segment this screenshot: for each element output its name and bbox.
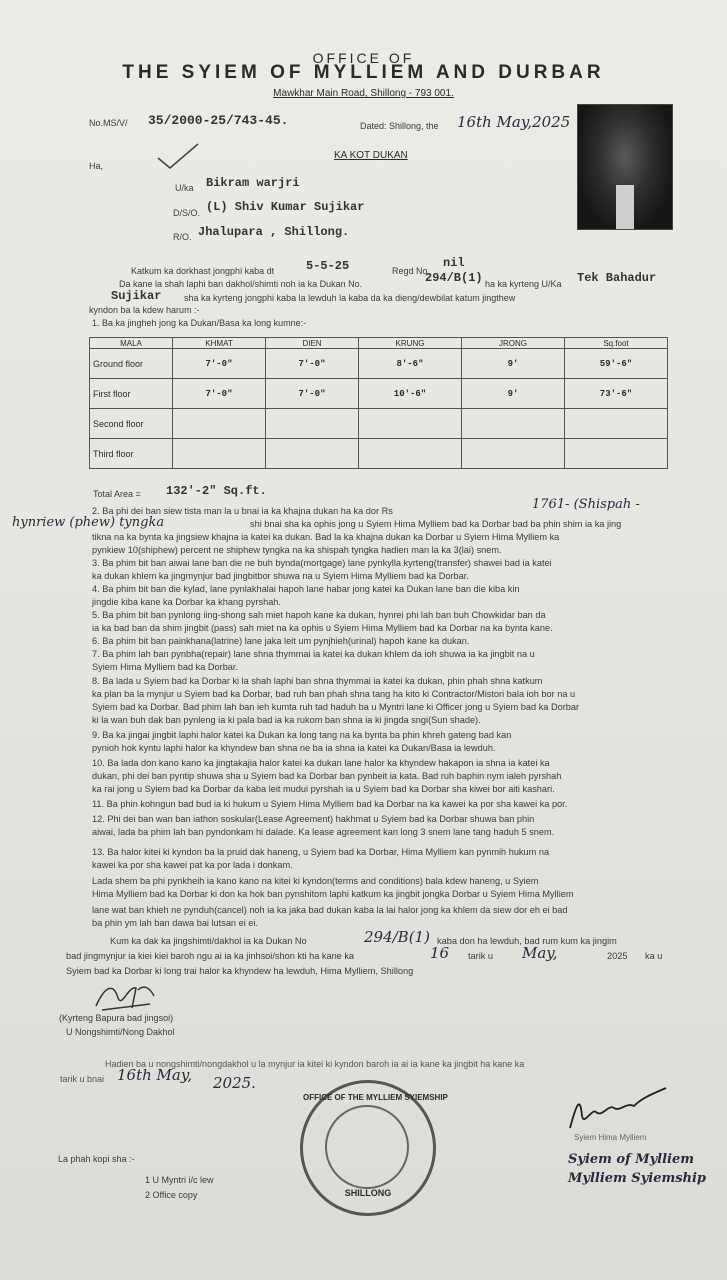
clause-line: Syiem Hima Mylliem bad ka Dorbar.	[92, 662, 239, 672]
clause-line: Hima Mylliem bad ka Dorbar ki don ka hok ban pynshitom laphi katkum ka jingbit jongka Dorbar u Syiem Hima Mylliem	[92, 889, 574, 899]
closing-dukan-no: 294/B(1)	[364, 928, 430, 946]
khmat-cell	[173, 409, 266, 439]
ha-label: Ha,	[89, 161, 104, 171]
krung-cell: 8'-6"	[359, 349, 462, 379]
krung-cell	[359, 439, 462, 469]
dated-label: Dated: Shillong, the	[360, 121, 439, 131]
document-title: THE SYIEM OF MYLLIEM AND DURBAR	[122, 62, 605, 83]
dated-value: 16th May,2025	[457, 113, 571, 131]
ref-no-value: 35/2000-25/743-45.	[148, 113, 289, 128]
table-row	[90, 379, 668, 409]
owner-surname: Sujikar	[111, 289, 162, 303]
jrong-cell	[462, 409, 565, 439]
tenant-sig-line2: U Nongshimti/Nong Dakhol	[66, 1027, 175, 1037]
floor-label: First floor	[90, 379, 173, 409]
clause-line: lane wat ban khieh ne pynduh(cancel) noh ia ka jaka bad dukan kaba la lai halor jong ka khlem da siew dor eh ei bad	[92, 905, 568, 915]
clause-line: Syiem bad ka Dorbar. Bad phim lah ban ieh kumta ruh tad haduh ba u Myntri lane ki Officer jong u Syiem bad ka Dorbar	[92, 702, 580, 712]
closing-line1: Kum ka dak ka jingshimti/dakhol ia ka Dukan No	[110, 936, 307, 946]
clause-line: ka dukan khlem ka jingmynjur bad jingbitbor shuwa na u Syiem Hima Mylliem bad ka Dorbar.	[92, 571, 469, 581]
witness-line1: Hadien ba u nongshimti/nongdakhol u la mynjur ia kitei ki kyndon baroh ia ai ia kane ka jingbit ha kane ka	[105, 1059, 525, 1069]
dien-cell: 7'-0"	[266, 379, 359, 409]
office-heading: OFFICE OF	[312, 50, 415, 66]
clause-line: pynioh hok kyntu laphi halor ka khyndew ban shna ne ba ia shna ia katei ka Dukan/Basa ia lewduh.	[92, 743, 496, 753]
clause-line: 11. Ba phin kohngun bad bud ia ki hukum u Syiem Hima Mylliem bad ka Dorbar na ka kawei ka por sha kawei ka por.	[92, 799, 568, 809]
floor-label: Ground floor	[90, 349, 173, 379]
signature-small-title: Syiem Hima Mylliem	[574, 1133, 647, 1142]
intro-line1: Katkum ka dorkhast jongphi kaba dt	[131, 266, 275, 276]
syiem-signature	[562, 1086, 672, 1132]
table-row	[90, 409, 668, 439]
clause-1: 1. Ba ka jingheh jong ka Dukan/Basa ka long kumne:-	[92, 318, 307, 328]
intro-line2: Da kane la shah laphi ban dakhol/shimti noh ia ka Dukan No.	[119, 279, 363, 289]
clause-line: Lada shem ba phi pynkheih ia kano kano na kitei ki kyndon(terms and conditions) bala kdew haneng, u Syiem	[92, 876, 539, 886]
krung-cell	[359, 409, 462, 439]
sqft-cell	[565, 439, 668, 469]
col-header-krung: KRUNG	[359, 338, 462, 349]
clause-line: ka plan ba la mynjur u Syiem bad ka Dorbar, bad ruh ban phah shna tang ha kito ki Contractor/Mistori bala ioh bor na u	[92, 689, 576, 699]
clause-line: pynkiew 10(shiphew) percent ne shiphew tyngka na ka shispah tyngka hadien man la ka 3(lai) snem.	[92, 545, 502, 555]
application-date: 5-5-25	[306, 259, 350, 273]
total-area-label: Total Area =	[93, 489, 141, 499]
copy-to-label: La phah kopi sha :-	[58, 1154, 135, 1164]
col-header-sqft: Sq.foot	[565, 338, 668, 349]
applicant-photo	[577, 104, 673, 230]
witness-date: 16th May,	[117, 1066, 193, 1084]
table-row	[90, 439, 668, 469]
witness-line2: tarik u bnai	[60, 1074, 105, 1084]
closing-line3: Syiem bad ka Dorbar ki long trai halor ka khyndew ha lewduh, Hima Mylliem, Shillong	[66, 966, 414, 976]
clause-line: jingdie kiba kane ka Dorbar ka khang pyrshah.	[92, 597, 281, 607]
clause-line: ia ka bad ban da shim jingbit (pass) sah miet na ka ophis u Syiem Hima Mylliem bad ka Dorbar na ka bynta kane.	[92, 623, 553, 633]
sqft-cell: 59'-6"	[565, 349, 668, 379]
clause-line: aiwai, lada ba phim lah ban pyndonkam hi dalade. Ka lease agreement kan long 3 snem lane tang haduh 5 snem.	[92, 827, 555, 837]
clause-line: 10. Ba lada don kano kano ka jingtakajia halor katei ka dukan lane halor ka khyndew hakapon ia shna ia katei ka	[92, 758, 550, 768]
clause-line: 5. Ba phim bit ban pynlong iing-shong sah miet hapoh kane ka dukan, hynrei phi lah ban buh Chowkidar ban da	[92, 610, 546, 620]
khmat-cell: 7'-0"	[173, 349, 266, 379]
clause-line: 6. Ba phim bit ban painkhana(latrine) lane jaka leit um pynjhieh(urinal) hapoh kane ka dukan.	[92, 636, 470, 646]
copy-item: 1 U Myntri i/c lew	[145, 1175, 214, 1185]
office-address: Mawkhar Main Road, Shillong - 793 001.	[273, 88, 454, 99]
dien-cell	[266, 409, 359, 439]
tick-mark-icon	[156, 142, 200, 170]
clause-line: shi bnai sha ka ophis jong u Syiem Hima Mylliem bad ka Dorbar bad ba phin shim ia ka jing	[250, 519, 622, 529]
clause-line: tikna na ka bynta ka jingsiew khajna ia katei ka dukan. Bad la ka khajna dukan ka Dorbar u Syiem Hima Mylliem ka	[92, 532, 560, 542]
u-value: Bikram warjri	[206, 176, 300, 190]
floor-label: Third floor	[90, 439, 173, 469]
dimensions-table	[89, 337, 668, 469]
clause-line: 13. Ba halor kitei ki kyndon ba la pruid dak haneng, u Syiem bad ka Dorbar, Hima Mylliem kan pynmih hukum na	[92, 847, 550, 857]
table-row	[90, 349, 668, 379]
jrong-cell: 9'	[462, 379, 565, 409]
total-area-value: 132'-2" Sq.ft.	[166, 484, 267, 498]
col-header-dien: DIEN	[266, 338, 359, 349]
dso-value: (L) Shiv Kumar Sujikar	[206, 200, 365, 214]
khmat-cell	[173, 439, 266, 469]
dso-label: D/S/O.	[173, 208, 201, 218]
seal-top-text: OFFICE OF THE MYLLIEM SYIEMSHIP	[303, 1093, 448, 1102]
closing-line1b: kaba don ha lewduh, bad rum kum ka jingim	[437, 936, 617, 946]
stamp-syiem-line: Syiem of Mylliem	[568, 1152, 695, 1167]
closing-month: May,	[522, 944, 558, 962]
closing-line2b: tarik u	[468, 951, 494, 961]
dukan-number: 294/B(1)	[425, 271, 483, 285]
owner-name: Tek Bahadur	[577, 271, 657, 285]
office-seal	[300, 1080, 448, 1216]
doc-subtitle: KA KOT DUKAN	[334, 150, 408, 161]
clause-line: dukan, phi dei ban pyntip shuwa sha u Syiem bad ka Dorbar ban pynbeit ia kata. Bad ruh baphin nym ialeh pyrshah	[92, 771, 562, 781]
regd-label: Regd No.	[392, 266, 431, 276]
closing-line2c: ka u	[645, 951, 663, 961]
closing-day: 16	[430, 944, 450, 962]
clause-line: 7. Ba phim lah ban pynbha(repair) lane shna thymmai ia katei ka dukan khlem da ioh shuwa ia ka jingbit na u	[92, 649, 535, 659]
seal-bottom-text: SHILLONG	[344, 1188, 392, 1198]
regd-value: nil	[443, 256, 465, 270]
stamp-syiemship-line: Mylliem Syiemship	[568, 1171, 707, 1186]
ro-value: Jhalupara , Shillong.	[198, 225, 350, 239]
ro-label: R/O.	[173, 232, 192, 242]
witness-year: 2025.	[213, 1074, 256, 1092]
sqft-cell: 73'-6"	[565, 379, 668, 409]
krung-cell: 10'-6"	[359, 379, 462, 409]
sqft-cell	[565, 409, 668, 439]
jrong-cell: 9'	[462, 349, 565, 379]
jrong-cell	[462, 439, 565, 469]
clause-line: 9. Ba ka jingai jingbit laphi halor katei ka Dukan ka long tang na ka bynta ba phin khreh gateng bad kan	[92, 730, 512, 740]
u-label: U/ka	[175, 183, 194, 193]
clause-line: 8. Ba lada u Syiem bad ka Dorbar ki la shah laphi ban shna thymmai ia katei ka dukan, phin phah shna katkum	[92, 676, 543, 686]
floor-label: Second floor	[90, 409, 173, 439]
col-header-khmat: KHMAT	[173, 338, 266, 349]
intro-line4: kyndon ba la kdew harum :-	[89, 305, 200, 315]
ref-no-label: No.MS/V/	[89, 118, 128, 128]
intro-line3: sha ka kyrteng jongphi kaba la lewduh la kaba da ka dieng/dewbilat katum jingthew	[184, 293, 516, 303]
clause-line: ka rai jong u Syiem bad ka Dorbar da kaba leit mudui pyrshah ia u Syiem bad ka Dorbar sha kiwei bor aiti kashari.	[92, 784, 555, 794]
dien-cell: 7'-0"	[266, 349, 359, 379]
copy-item: 2 Office copy	[145, 1190, 198, 1200]
khmat-cell: 7'-0"	[173, 379, 266, 409]
clause-line: 4. Ba phim bit ban die kylad, lane pynlakhalai hapoh lane habar jong katei ka Dukan lane ban die kiba kin	[92, 584, 520, 594]
clause-line: kawei ka por sha kawei pat ka por lada i donkam.	[92, 860, 293, 870]
col-header-jrong: JRONG	[462, 338, 565, 349]
clause-line: 12. Phi dei ban wan ban iathon soskular(Lease Agreement) hakhmat u Syiem bad ka Dorbar shuwa ban phin	[92, 814, 535, 824]
clause-line: 2. Ba phi dei ban siew tista man la u bnai ia ka khajna dukan ha ka dor Rs	[92, 506, 393, 516]
col-header-mala: MALA	[90, 338, 173, 349]
clause-line: ba phin ym lah ban dawa bai lutsan ei ei.	[92, 918, 258, 928]
clause-line: 3. Ba phim bit ban aiwai lane ban die ne buh bynda(mortgage) lane pynkylla kyrteng(transfer) shawei bad ia katei	[92, 558, 552, 568]
dien-cell	[266, 439, 359, 469]
closing-line2: bad jingmynjur ia kiei kiei baroh ngu ai ia ka jinhsoi/shon kti ha kane ka	[66, 951, 355, 961]
tenant-sig-line1: (Kyrteng Bapura bad jingsoi)	[59, 1013, 174, 1023]
tenant-signature	[92, 978, 162, 1014]
intro-line2b: ha ka kyrteng U/Ka	[485, 279, 562, 289]
clause-line: ki la wan buh dak ban pynleng ia ki pala bad ia ka rukom ban shna ia ki jingda sngi(Sun shade).	[92, 715, 481, 725]
handwritten-rate: 1761- (Shispah - hynriew (phew) tyngka	[12, 497, 640, 530]
closing-year: 2025	[607, 951, 628, 961]
